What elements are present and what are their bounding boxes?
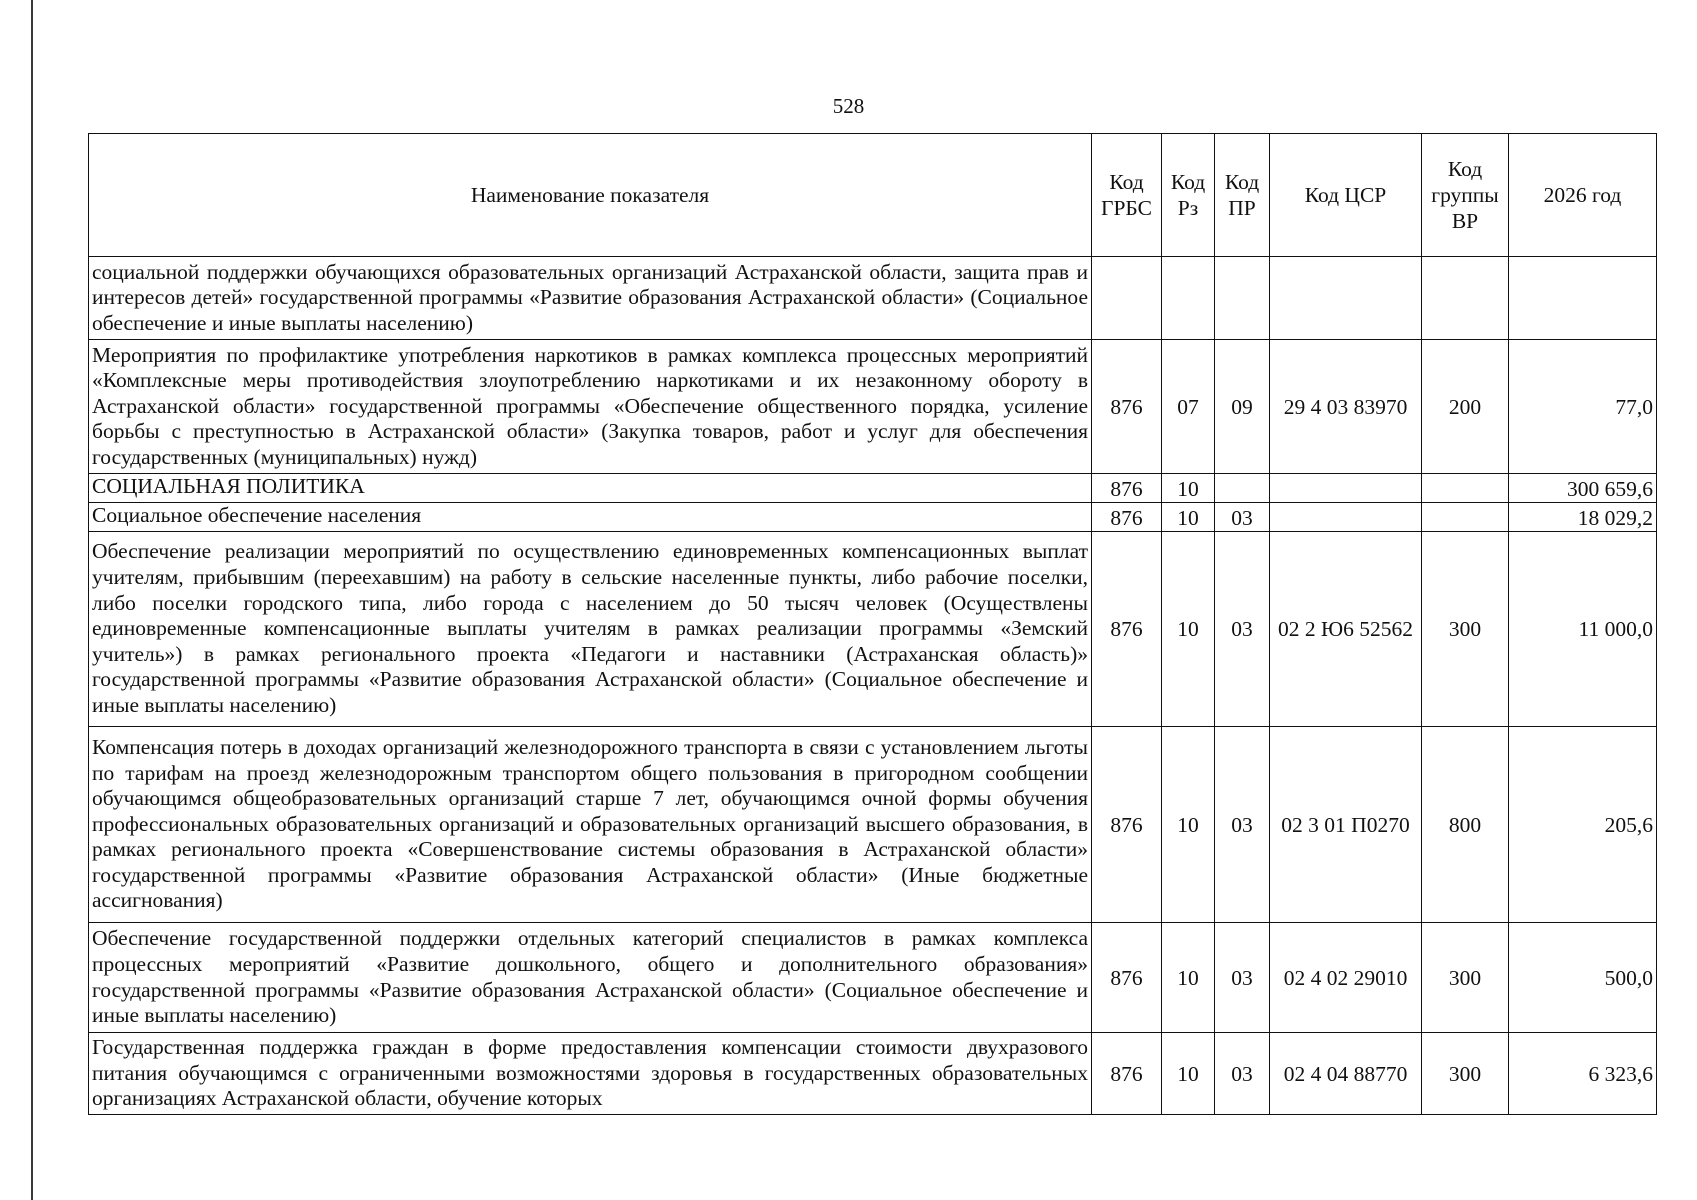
row-grbs: 876	[1092, 532, 1162, 727]
row-grbs: 876	[1092, 923, 1162, 1033]
row-vr	[1422, 503, 1509, 532]
row-amount: 77,0	[1509, 340, 1657, 474]
row-vr: 300	[1422, 1033, 1509, 1115]
row-name: Обеспечение государственной поддержки отдельных категорий специалистов в рамках комплекса процессных мероприятий «Развитие дошкольного, общего и дополнительного образования» государственной программы «Развитие образования Астраханской области» (Социальное обеспечение и иные выплаты населению)	[89, 923, 1092, 1033]
row-rz: 10	[1162, 503, 1215, 532]
header-pr: Код ПР	[1215, 134, 1270, 257]
row-rz	[1162, 257, 1215, 340]
row-name: социальной поддержки обучающихся образовательных организаций Астраханской области, защита прав и интересов детей» государственной программы «Развитие образования Астраханской области» (Социальное обеспечение и иные выплаты населению)	[89, 257, 1092, 340]
row-grbs: 876	[1092, 503, 1162, 532]
row-grbs: 876	[1092, 340, 1162, 474]
left-margin-rule	[31, 0, 33, 1200]
row-pr: 03	[1215, 727, 1270, 923]
header-csr: Код ЦСР	[1270, 134, 1422, 257]
row-amount: 18 029,2	[1509, 503, 1657, 532]
table-header-row	[89, 134, 1657, 257]
table-row	[89, 1033, 1657, 1115]
table-row	[89, 727, 1657, 923]
row-vr: 300	[1422, 923, 1509, 1033]
row-pr: 09	[1215, 340, 1270, 474]
row-amount: 205,6	[1509, 727, 1657, 923]
header-year: 2026 год	[1509, 134, 1657, 257]
row-grbs: 876	[1092, 1033, 1162, 1115]
row-amount: 300 659,6	[1509, 474, 1657, 503]
row-csr	[1270, 503, 1422, 532]
row-vr: 800	[1422, 727, 1509, 923]
row-pr: 03	[1215, 503, 1270, 532]
table-row	[89, 532, 1657, 727]
row-grbs: 876	[1092, 727, 1162, 923]
table-row	[89, 257, 1657, 340]
row-csr: 29 4 03 83970	[1270, 340, 1422, 474]
row-vr	[1422, 257, 1509, 340]
page-number: 528	[832, 94, 865, 118]
row-name: СОЦИАЛЬНАЯ ПОЛИТИКА	[89, 474, 1092, 503]
row-amount: 11 000,0	[1509, 532, 1657, 727]
header-grbs: Код ГРБС	[1092, 134, 1162, 257]
row-csr	[1270, 257, 1422, 340]
table-row	[89, 474, 1657, 503]
row-amount: 6 323,6	[1509, 1033, 1657, 1115]
row-pr: 03	[1215, 532, 1270, 727]
row-vr: 200	[1422, 340, 1509, 474]
row-rz: 10	[1162, 923, 1215, 1033]
row-csr: 02 3 01 П0270	[1270, 727, 1422, 923]
row-name: Мероприятия по профилактике употребления наркотиков в рамках комплекса процессных мероприятий «Комплексные меры противодействия злоупотреблению наркотиками и их незаконному обороту в Астраханской области» государственной программы «Обеспечение общественного порядка, усиление борьбы с преступностью в Астраханской области» (Закупка товаров, работ и услуг для обеспечения государственных (муниципальных) нужд)	[89, 340, 1092, 474]
row-name: Компенсация потерь в доходах организаций железнодорожного транспорта в связи с установлением льготы по тарифам на проезд железнодорожным транспортом общего пользования в пригородном сообщении обучающимся общеобразовательных организаций старше 7 лет, обучающимся очной формы обучения профессиональных образовательных организаций и образовательных организаций высшего образования, в рамках регионального проекта «Совершенствование системы образования в Астраханской области» государственной программы «Развитие образования Астраханской области» (Иные бюджетные ассигнования)	[89, 727, 1092, 923]
table-row	[89, 503, 1657, 532]
table-row	[89, 340, 1657, 474]
row-vr: 300	[1422, 532, 1509, 727]
row-amount: 500,0	[1509, 923, 1657, 1033]
row-grbs	[1092, 257, 1162, 340]
row-csr: 02 2 Ю6 52562	[1270, 532, 1422, 727]
row-rz: 10	[1162, 532, 1215, 727]
row-name: Обеспечение реализации мероприятий по осуществлению единовременных компенсационных выплат учителям, прибывшим (переехавшим) на работу в сельские населенные пункты, либо рабочие поселки, либо поселки городского типа, либо города с населением до 50 тысяч человек (Осуществлены единовременные компенсационные выплаты учителям в рамках реализации программы «Земский учитель») в рамках регионального проекта «Педагоги и наставники (Астраханская область)» государственной программы «Развитие образования Астраханской области» (Социальное обеспечение и иные выплаты населению)	[89, 532, 1092, 727]
row-rz: 10	[1162, 727, 1215, 923]
row-pr	[1215, 474, 1270, 503]
row-csr: 02 4 04 88770	[1270, 1033, 1422, 1115]
row-vr	[1422, 474, 1509, 503]
row-name: Социальное обеспечение населения	[89, 503, 1092, 532]
row-csr	[1270, 474, 1422, 503]
header-rz: Код Рз	[1162, 134, 1215, 257]
header-name: Наименование показателя	[89, 134, 1092, 257]
row-pr: 03	[1215, 923, 1270, 1033]
row-name: Государственная поддержка граждан в форме предоставления компенсации стоимости двухразового питания обучающимся с ограниченными возможностями здоровья в государственных образовательных организациях Астраханской области, обучение которых	[89, 1033, 1092, 1115]
row-csr: 02 4 02 29010	[1270, 923, 1422, 1033]
budget-table	[88, 133, 1657, 1115]
row-rz: 07	[1162, 340, 1215, 474]
header-vr: Код группы ВР	[1422, 134, 1509, 257]
table-row	[89, 923, 1657, 1033]
row-rz: 10	[1162, 1033, 1215, 1115]
row-pr	[1215, 257, 1270, 340]
row-amount	[1509, 257, 1657, 340]
row-grbs: 876	[1092, 474, 1162, 503]
row-pr: 03	[1215, 1033, 1270, 1115]
row-rz: 10	[1162, 474, 1215, 503]
